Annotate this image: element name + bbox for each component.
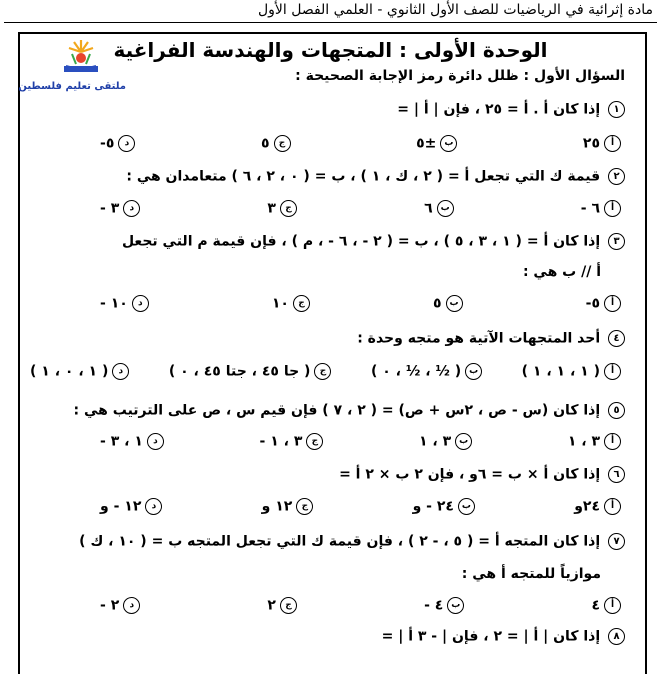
option-a[interactable]: أ٥- [586,295,621,312]
question-2-options [100,200,621,217]
question-5-options [100,433,621,450]
option-a[interactable]: أ٤ [591,597,621,614]
option-b[interactable]: ب٥ [433,295,463,312]
question-number: ٦ [608,466,625,483]
question-7-options [100,597,621,614]
question-number: ٥ [608,402,625,419]
question-1 [397,101,625,118]
question-1-options [100,135,621,152]
question-2 [126,168,625,185]
question-text: أحد المتجهات الآتية هو متجه وحدة : [357,330,601,347]
question-6-options [100,498,621,515]
option-a[interactable]: أ٢٤و [574,498,621,515]
question-7 [79,533,625,550]
section-heading: السؤال الأول : ظلل دائرة رمز الإجابة الصحيحة : [295,68,625,84]
question-text: إذا كان (س - ص ، ٢س + ص) = ( ٢ ، ٧ ) فإن قيم س ، ص على الترتيب هي : [73,402,601,419]
option-b[interactable]: ب٣ ، ١ [419,433,472,450]
question-8 [382,628,625,645]
option-a[interactable]: أ٣ ، ١ [568,433,621,450]
question-text: إذا كان أ × ب = ٦و ، فإن ٢ ب × ٢ أ = [339,466,601,483]
question-3-options [100,295,621,312]
question-text: إذا كان أ = ( ١ ، ٣ ، ٥ ) ، ب = ( ٢ - ، ٦ - ، م ) ، فإن قيمة م التي تجعل [121,233,601,250]
option-a[interactable]: أ٦ - [581,200,621,217]
question-number: ٤ [608,330,625,347]
header-rule [4,22,657,23]
option-c[interactable]: ج٣ ، ١ - [260,433,324,450]
option-b[interactable]: ب٦ [424,200,454,217]
option-a[interactable]: أ( ١ ، ١ ، ١ ) [522,363,621,380]
question-number: ٧ [608,533,625,550]
option-c[interactable]: ج١٠ [272,295,310,312]
question-text: إذا كان | أ | = ٢ ، فإن | - ٣ أ | = [381,628,601,645]
question-4-options [30,363,621,380]
unit-title: الوحدة الأولى : المتجهات والهندسة الفراغية [113,38,548,62]
option-a[interactable]: أ٢٥ [583,135,621,152]
option-c[interactable]: ج٥ [261,135,291,152]
document-header: مادة إثرائية في الرياضيات للصف الأول الثانوي - العلمي الفصل الأول [257,2,653,18]
question-7-continued: موازياً للمتجه أ هي : [461,566,601,582]
question-6 [339,466,625,483]
question-number: ٨ [608,628,625,645]
option-c[interactable]: ج( جا ٤٥ ، جتا ٤٥ ، ٠ ) [169,363,332,380]
option-d[interactable]: د١٢ - و [100,498,162,515]
option-c[interactable]: ج١٢ و [262,498,314,515]
question-text: إذا كان المتجه أ = ( ٥ ، - ٢ ) ، فإن قيمة ك التي تجعل المتجه ب = ( ١٠ ، ك ) [79,533,601,550]
option-d[interactable]: د٣ - [100,200,140,217]
option-d[interactable]: د١ ، ٣ - [100,433,164,450]
question-text: إذا كان أ . أ = ٢٥ ، فإن | أ | = [397,101,601,118]
option-b[interactable]: ب±٥ [416,135,457,152]
option-c[interactable]: ج٣ [267,200,297,217]
option-d[interactable]: د٢ - [100,597,140,614]
option-d[interactable]: د١٠ - [100,295,149,312]
option-c[interactable]: ج٢ [267,597,297,614]
logo-text: ملتقى تعليم فلسطين [18,81,126,92]
question-number: ٣ [608,233,625,250]
question-4 [357,330,625,347]
option-d[interactable]: د( ١ ، ٠ ، ١ ) [30,363,129,380]
question-number: ١ [608,101,625,118]
option-d[interactable]: د٥- [100,135,135,152]
question-number: ٢ [608,168,625,185]
question-5 [74,402,625,419]
question-3-continued: أ // ب هي : [522,264,601,280]
option-b[interactable]: ب٢٤ - و [413,498,475,515]
question-text: قيمة ك التي تجعل أ = ( ٢ ، ك ، ١ ) ، ب = ( ٠ ، ٢ ، ٦ ) متعامدان هي : [126,168,601,185]
option-b[interactable]: ب( ½ ، ½ ، ٠ ) [371,363,482,380]
option-b[interactable]: ب٤ - [424,597,464,614]
question-3 [122,233,625,250]
